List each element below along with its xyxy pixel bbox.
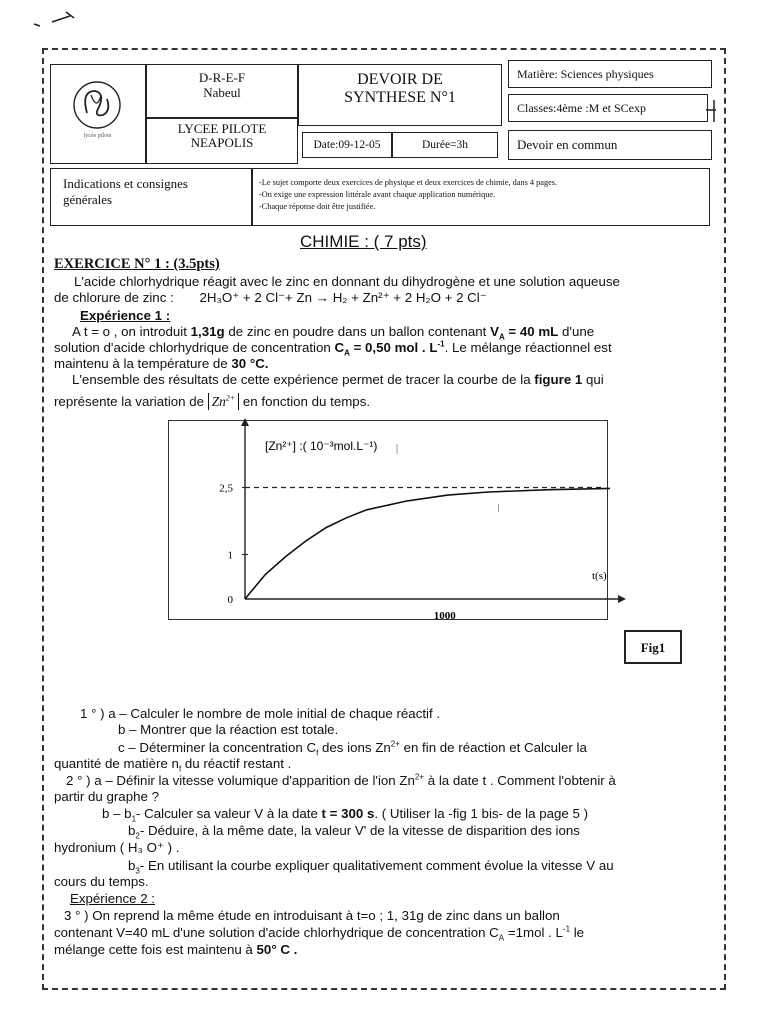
scan-mark bbox=[30, 8, 90, 32]
text-span: . Le mélange réactionnel est bbox=[444, 340, 612, 355]
exp1-line2 bbox=[54, 340, 612, 356]
org-line2: Nabeul bbox=[203, 85, 241, 100]
school-box bbox=[146, 118, 298, 164]
text-span: 1,31g bbox=[190, 324, 225, 339]
common-exam: Devoir en commun bbox=[517, 137, 618, 152]
text-span: A bbox=[498, 933, 505, 943]
instructions-box bbox=[252, 168, 710, 226]
reaction-equation: 2H₃O⁺ + 2 Cl⁻+ Zn → H₂ + Zn²⁺ + 2 H₂O + 2 Cl⁻ bbox=[199, 290, 487, 305]
figure-1-chart bbox=[168, 420, 628, 650]
school-line2: NEAPOLIS bbox=[190, 135, 254, 150]
instruction-item: -Chaque réponse doit être justifiée. bbox=[259, 202, 376, 211]
y-tick-label: 0 bbox=[227, 594, 233, 606]
fig-label-box bbox=[624, 630, 682, 664]
text-span: en fonction du temps. bbox=[239, 394, 371, 409]
text-span: -1 bbox=[437, 339, 445, 349]
q2a bbox=[66, 773, 616, 789]
text-span: en fin de réaction et Calculer la bbox=[399, 740, 587, 755]
instruction-item: -Le sujet comporte deux exercices de physique et deux exercices de chimie, dans 4 pages. bbox=[259, 178, 558, 187]
text-span: 2 bbox=[135, 831, 140, 841]
q3-line2 bbox=[54, 925, 584, 941]
text-span: - Déduire, à la même date, la valeur V' de la vitesse de disparition des ions bbox=[139, 823, 580, 838]
common-box bbox=[508, 130, 712, 160]
text-span: le bbox=[570, 925, 585, 940]
text-span: C bbox=[334, 340, 345, 355]
exercise-title: EXERCICE N° 1 : (3.5pts) bbox=[54, 256, 220, 272]
text-span: d'une bbox=[558, 324, 595, 339]
classes-box bbox=[508, 94, 708, 122]
q3-line3 bbox=[54, 942, 297, 958]
instruction-item: -On exige une expression littérale avant chaque application numérique. bbox=[259, 190, 496, 199]
text-span: 2+ bbox=[414, 772, 425, 782]
title-box bbox=[298, 64, 502, 126]
y-tick-label: 1 bbox=[227, 549, 233, 562]
q1c-line2 bbox=[54, 756, 291, 772]
text-span: c – Déterminer la concentration C bbox=[118, 740, 317, 755]
text-span: L'ensemble des résultats de cette expérience permet de tracer la courbe de la bbox=[72, 372, 535, 387]
text-span: qui bbox=[582, 372, 604, 387]
text-span: V bbox=[490, 324, 499, 339]
text-span: solution d'acide chlorhydrique de concentration bbox=[54, 340, 335, 355]
exp1-line4 bbox=[72, 372, 604, 388]
x-axis-arrow bbox=[618, 595, 626, 603]
instructions-label-1: Indications et consignes bbox=[63, 176, 188, 191]
q2b3 bbox=[128, 858, 614, 874]
school-line1: LYCEE PILOTE bbox=[177, 121, 267, 136]
zn-bracket-symbol: $Zn^{2+}$ bbox=[208, 393, 239, 410]
text-span: Utiliser la -fig 1 bis- de la page 5 ) bbox=[386, 806, 588, 821]
exp1-line5 bbox=[54, 394, 370, 410]
title-line1: DEVOIR DE bbox=[357, 71, 443, 88]
q3-line1: 3 ° ) On reprend la même étude en introduisant à t=o ; 1, 31g de zinc dans un ballon bbox=[64, 908, 560, 923]
subject-box bbox=[508, 60, 712, 88]
text-span: t = 300 s bbox=[321, 806, 375, 821]
section-title: CHIMIE : ( 7 pts) bbox=[300, 232, 427, 251]
text-span: 2 ° ) a – Définir la vitesse volumique d'apparition de l'ion Zn bbox=[66, 773, 415, 788]
text-span: -1 bbox=[562, 924, 571, 934]
exp1-line1 bbox=[72, 324, 594, 340]
text-span: 1 bbox=[131, 814, 137, 824]
text-span: - En utilisant la courbe expliquer qualitativement comment évolue la vitesse V au bbox=[139, 858, 614, 873]
text-span: =1mol . L bbox=[504, 925, 563, 940]
intro-line2 bbox=[54, 290, 487, 306]
org-box bbox=[146, 64, 298, 118]
text-span: figure 1 bbox=[534, 372, 583, 387]
org-line1: D-R-E-F bbox=[198, 70, 246, 85]
text-span: . ( bbox=[374, 806, 387, 821]
y-axis-label: [Zn²⁺] :( 10⁻³mol.L⁻¹) bbox=[265, 439, 378, 453]
text-span: = 0,50 mol . L bbox=[349, 340, 438, 355]
text-span: quantité de matière n bbox=[54, 756, 179, 771]
text-span: 3 bbox=[135, 866, 140, 876]
text-span: A bbox=[344, 348, 350, 358]
q1c bbox=[118, 740, 587, 756]
x-axis-label: t(s) bbox=[592, 570, 607, 582]
q1b: b – Montrer que la réaction est totale. bbox=[118, 722, 339, 737]
text-span: f bbox=[316, 748, 319, 758]
experience1-title: Expérience 1 : bbox=[80, 308, 171, 323]
q1a: 1 ° ) a – Calculer le nombre de mole initial de chaque réactif . bbox=[80, 706, 441, 721]
text-span: A bbox=[498, 332, 505, 342]
text-span: à la date t . Comment l'obtenir à bbox=[424, 773, 616, 788]
text-span: du réactif restant . bbox=[181, 756, 292, 771]
classes: Classes:4ème :M et SCexp bbox=[517, 101, 646, 115]
date-box bbox=[302, 132, 392, 158]
text-span: de zinc en poudre dans un ballon contenant bbox=[224, 324, 491, 339]
classes-bracket bbox=[706, 96, 722, 126]
text-span: b bbox=[128, 858, 136, 873]
duration-box bbox=[392, 132, 498, 158]
logo-box bbox=[50, 64, 146, 164]
q2b2-line2: hydronium ( H₃ O⁺ ) . bbox=[54, 840, 180, 855]
fig-label: Fig1 bbox=[640, 640, 666, 655]
x-tick-label: 1000 bbox=[433, 610, 456, 622]
text-span: - Calculer sa valeur V à la date bbox=[136, 806, 322, 821]
exp1-line3 bbox=[54, 356, 269, 372]
text-span: maintenu à la température de bbox=[54, 356, 232, 371]
school-logo-icon bbox=[51, 65, 144, 162]
text-span: = 40 mL bbox=[504, 324, 559, 339]
text-span: b bbox=[128, 823, 136, 838]
exam-date: Date:09-12-05 bbox=[313, 139, 381, 151]
q2b1 bbox=[102, 806, 588, 822]
y-axis-arrow bbox=[241, 418, 249, 426]
intro-line2-prefix: de chlorure de zinc : bbox=[54, 290, 174, 305]
text-span: A t = o , on introduit bbox=[72, 324, 191, 339]
instructions-label-box bbox=[50, 168, 252, 226]
text-span: mélange cette fois est maintenu à bbox=[54, 942, 257, 957]
y-tick-label: 2,5 bbox=[219, 482, 233, 495]
q2b3-line2: cours du temps. bbox=[54, 874, 149, 889]
text-span: 30 °C. bbox=[231, 356, 269, 371]
text-span: contenant V=40 mL d'une solution d'acide chlorhydrique de concentration C bbox=[54, 925, 499, 940]
exam-duration: Durée=3h bbox=[421, 139, 469, 151]
instructions-label-2: générales bbox=[63, 192, 113, 207]
text-span: 50° C . bbox=[256, 942, 298, 957]
logo-caption: lycée pilote bbox=[83, 133, 112, 139]
intro-line1: L'acide chlorhydrique réagit avec le zinc en donnant du dihydrogène et une solution aqueuse bbox=[74, 274, 620, 289]
zn-concentration-curve bbox=[245, 488, 610, 599]
q2b2 bbox=[128, 823, 580, 839]
title-line2: SYNTHESE N°1 bbox=[344, 89, 456, 106]
text-span: f bbox=[178, 764, 182, 774]
text-span: 2+ bbox=[390, 739, 400, 749]
text-span: b – b bbox=[102, 806, 132, 821]
text-span: des ions Zn bbox=[318, 740, 391, 755]
experience2-title: Expérience 2 : bbox=[70, 891, 156, 906]
subject: Matière: Sciences physiques bbox=[517, 67, 654, 81]
text-span: représente la variation de bbox=[54, 394, 208, 409]
q2a-line2: partir du graphe ? bbox=[54, 789, 159, 804]
